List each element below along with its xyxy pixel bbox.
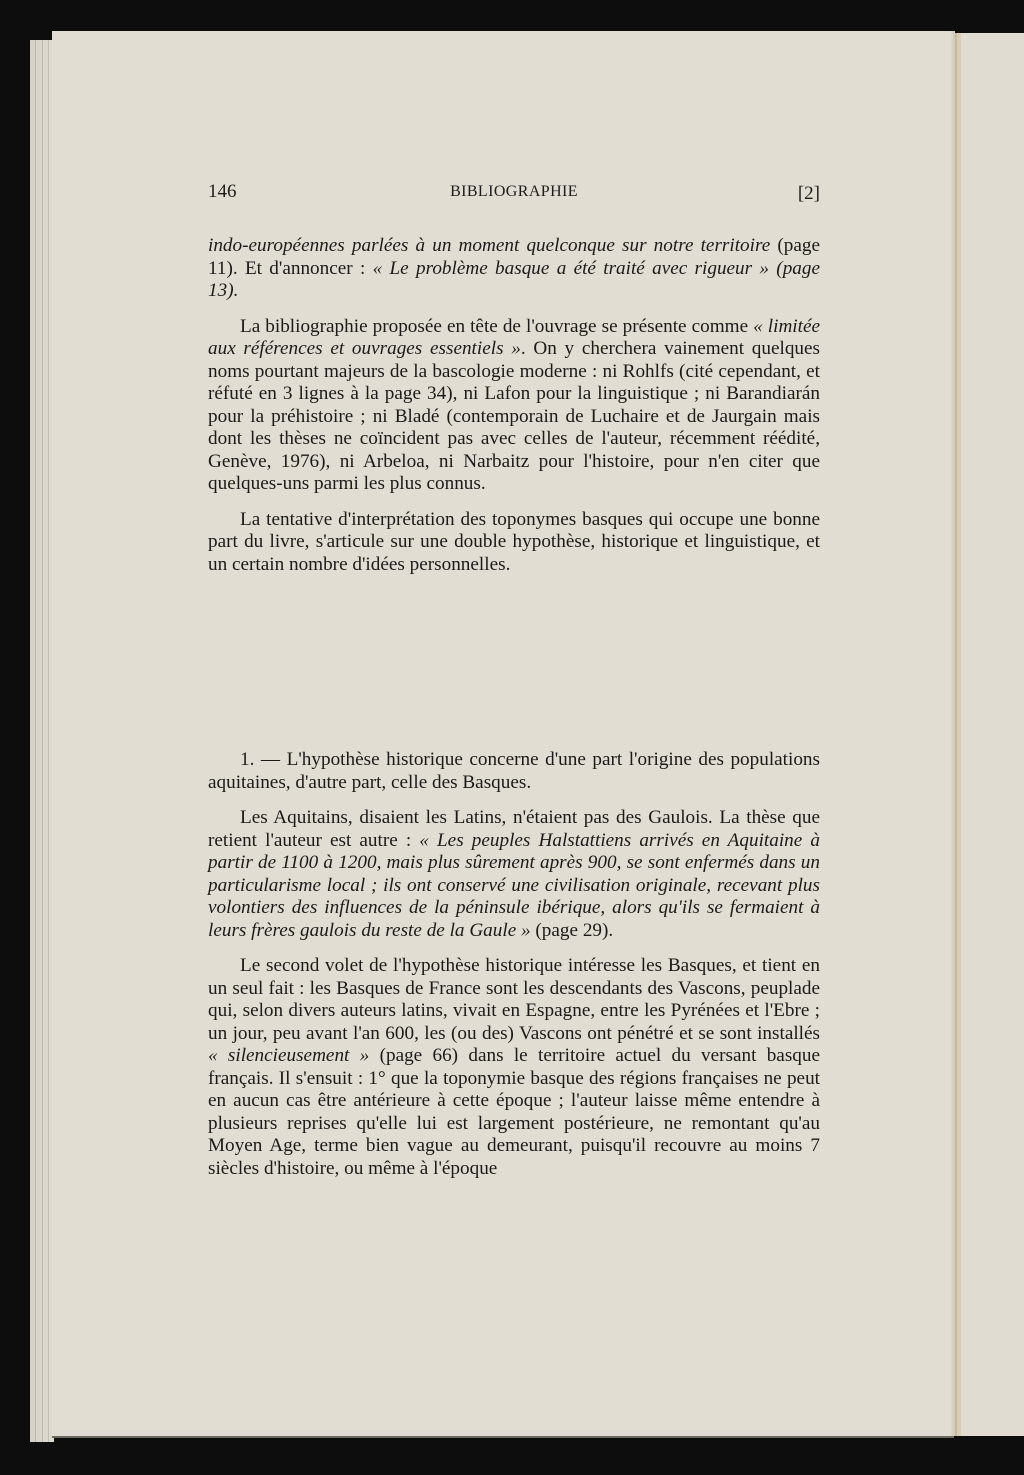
running-title: BIBLIOGRAPHIE bbox=[450, 183, 578, 200]
paragraph bbox=[208, 955, 820, 1180]
text-run: . On y cherchera vainement quelques noms pourtant majeurs de la bascologie moderne : ni Rohlfs (cité cependant, et réfuté en 3 lignes à la page 34), ni Lafon pour la linguistique ; ni Barandiarán pour la préhistoire ; ni Bladé (contemporain de Luchaire et de Jaurgain mais dont les thèses ne coïncident pas avec celles de l'auteur, récemment réédité, Genève, 1976), ni Arbeloa, ni Narbaitz pour l'histoire, pour n'en citer que quelques-uns parmi les plus connus. bbox=[208, 338, 821, 494]
text-block-bottom bbox=[208, 749, 820, 1193]
text-run: La tentative d'interprétation des toponymes basques qui occupe une bonne part du livre, s'articule sur une double hypothèse, historique et linguistique, et un certain nombre d'idées personnelles. bbox=[208, 508, 820, 575]
paragraph bbox=[208, 235, 820, 303]
paragraph bbox=[208, 807, 820, 942]
section-marker: [2] bbox=[797, 183, 820, 204]
text-run: Le second volet de l'hypothèse historique intéresse les Basques, et tient en un seul fait : les Basques de France sont les descendants des Vascons, peuplade qui, selon divers auteurs latins, vivait en Espagne, entre les Pyrénées et l'Ebre ; un jour, peu avant l'an 600, les (ou des) Vascons ont pénétré et se sont installés bbox=[208, 955, 820, 1044]
text-run: Les Aquitains, disaient les Latins, n'étaient pas des Gaulois. La thèse que retient l'auteur est autre : bbox=[208, 807, 820, 851]
italic-quote: « Les peuples Halstattiens arrivés en Aquitaine à partir de 1100 à 1200, mais plus sûrement après 900, se sont enfermés dans un particularisme local ; ils ont conservé une civilisation originale, recevant plus volontiers des influences de la péninsule ibérique, alors qu'ils se fermaient à leurs frères gaulois du reste de la Gaule » bbox=[208, 829, 820, 941]
italic-quote: « limitée aux références et ouvrages essentiels » bbox=[208, 315, 820, 359]
italic-quote: indo-européennes parlées à un moment quelconque sur notre territoire bbox=[208, 235, 771, 256]
text-run: (page 66) dans le territoire actuel du versant basque français. Il s'ensuit : 1° que la toponymie basque des régions françaises ne peut en aucun cas être antérieure à cette époque ; l'auteur laisse même entendre à plusieurs reprises qu'elle lui est largement postérieure, ne remontant qu'au Moyen Age, terme bien vague au demeurant, puisqu'il recouvre au moins 7 siècles d'histoire, ou même à l'époque bbox=[208, 1045, 820, 1179]
text-run: (page 11). Et d'annoncer : bbox=[208, 235, 820, 279]
page-stack-edges bbox=[30, 40, 54, 1442]
italic-quote: « silencieusement » bbox=[208, 1045, 370, 1066]
italic-quote: « Le problème basque a été traité avec rigueur » (page 13). bbox=[208, 257, 820, 301]
book-gutter bbox=[950, 31, 955, 1436]
text-block-top bbox=[208, 235, 820, 589]
paragraph bbox=[208, 749, 820, 794]
text-run: (page 29). bbox=[530, 919, 614, 941]
paragraph bbox=[208, 509, 820, 577]
text-run: 1. — L'hypothèse historique concerne d'une part l'origine des populations aquitaines, d'autre part, celle des Basques. bbox=[208, 749, 820, 793]
facing-page-edge bbox=[954, 33, 1024, 1436]
text-run: La bibliographie proposée en tête de l'ouvrage se présente comme bbox=[240, 315, 754, 337]
page-number: 146 bbox=[208, 181, 237, 202]
paragraph bbox=[208, 316, 820, 496]
running-header bbox=[208, 181, 820, 207]
